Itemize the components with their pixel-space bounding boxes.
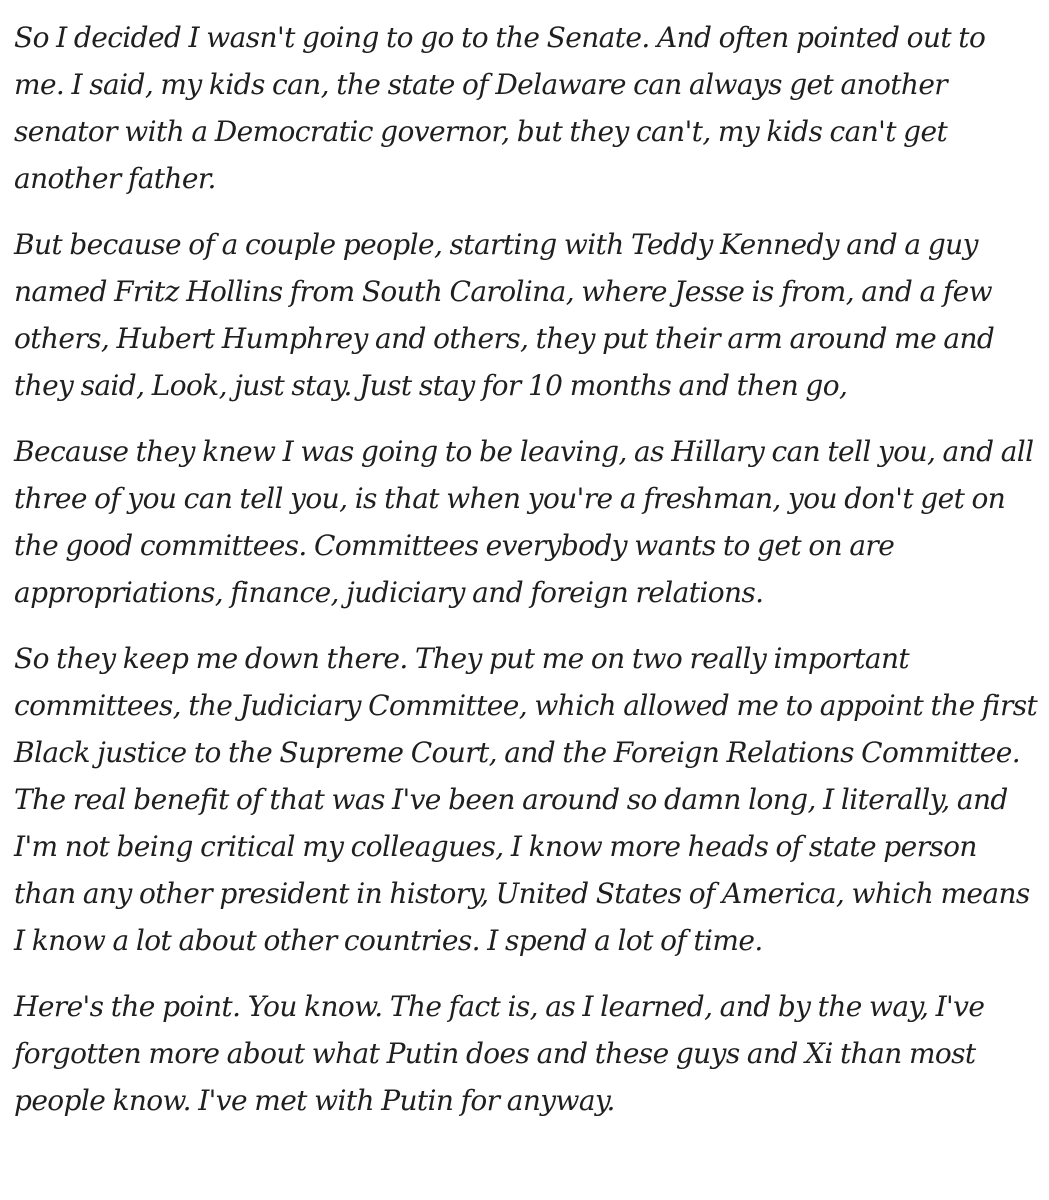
transcript-paragraph-4: So they keep me down there. They put me on two really important committees, the Judiciary Committee, which allowed me to appoint the first Black justice to the Supreme Court, and the Foreign Relations Committee. The real benefit of that was I've been around so damn long, I literally, and I'm not being critical my colleagues, I know more heads of state person than any other president in history, United States of America, which means I know a lot about other countries. I spend a lot of time. <box>14 642 1038 957</box>
transcript-paragraph-3: Because they knew I was going to be leaving, as Hillary can tell you, and all three of you can tell you, is that when you're a freshman, you don't get on the good committees. Committees everybody wants to get on are appropriations, finance, judiciary and foreign relations. <box>14 435 1034 609</box>
transcript-paragraph-1: So I decided I wasn't going to go to the Senate. And often pointed out to me. I said, my kids can, the state of Delaware can always get another senator with a Democratic governor, but they can't, my kids can't get another father. <box>14 21 986 195</box>
transcript-paragraph-2: But because of a couple people, starting with Teddy Kennedy and a guy named Fritz Hollins from South Carolina, where Jesse is from, and a few others, Hubert Humphrey and others, they put their arm around me and they said, Look, just stay. Just stay for 10 months and then go, <box>14 228 995 402</box>
transcript-paragraph-5: Here's the point. You know. The fact is, as I learned, and by the way, I've forgotten more about what Putin does and these guys and Xi than most people know. I've met with Putin for anyway. <box>14 990 985 1117</box>
transcript-body <box>14 14 1039 1143</box>
